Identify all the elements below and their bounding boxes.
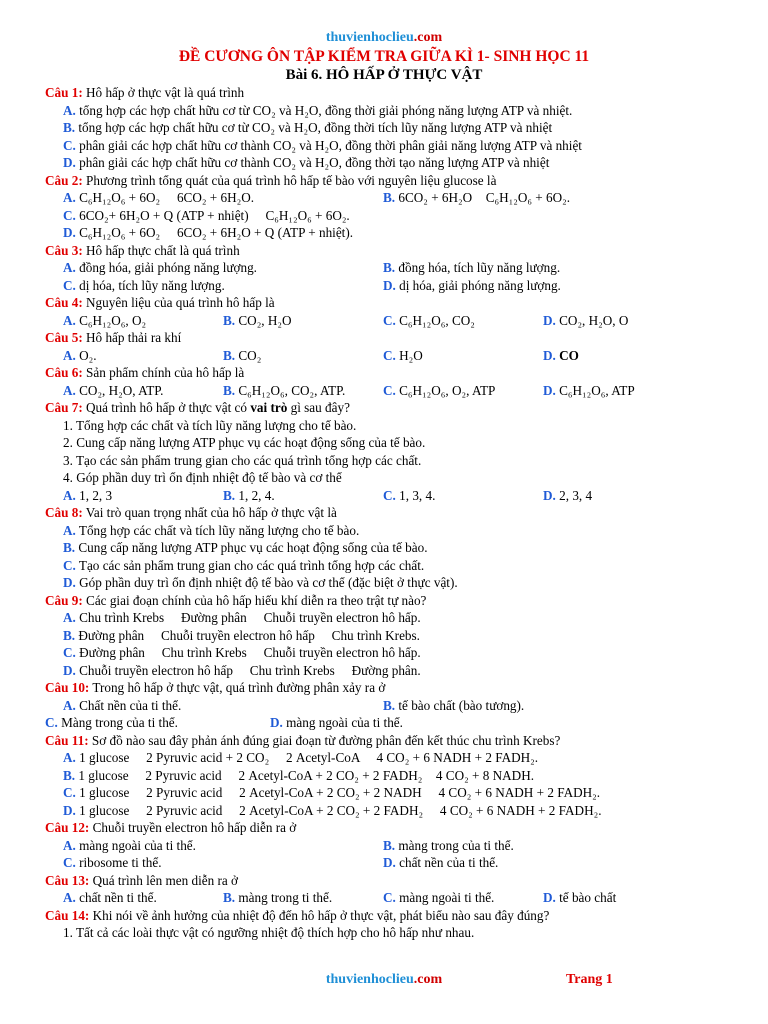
option-text: Đường phân 󰃮 Chu trình Krebs 󰃮 Chuỗi truyền electron hô hấp.	[79, 645, 421, 660]
option-a	[63, 347, 97, 365]
option-letter: C.	[383, 312, 396, 328]
question-3	[45, 242, 735, 260]
option-text: C₆H₁₂O₆, CO₂	[399, 312, 475, 328]
option-text: CO₂, H₂O, O	[559, 312, 629, 328]
option-text: tế bào chất	[559, 890, 617, 905]
option-letter: A.	[63, 312, 76, 328]
option-letter: B.	[383, 260, 396, 275]
question-text: Sơ đồ nào sau đây phản ánh đúng giai đoạn từ đường phân đến kết thúc chu trình Krebs?	[88, 732, 561, 748]
option-letter: D.	[543, 312, 556, 328]
option-text: C₆H₁₂O₆, O₂	[79, 312, 147, 328]
option-letter: B.	[63, 120, 76, 135]
option-text: C₆H₁₂O₆ + 6O₂ 󰃮 6CO₂ + 6H₂O.	[79, 190, 255, 205]
option-row	[45, 259, 735, 277]
option-text: đồng hóa, giải phóng năng lượng.	[79, 260, 257, 275]
option-text: 2, 3, 4	[559, 487, 593, 503]
option-a	[63, 697, 181, 715]
option-text: 1 glucose 󰃮 2 Pyruvic acid 󰃮 2 Acetyl-CoA + 2 CO₂ + 2 FADH₂ 󰃮 4 CO₂ + 6 NADH + 2 FADH₂.	[79, 802, 602, 818]
option-row	[45, 347, 735, 365]
option-letter: C.	[383, 347, 396, 363]
question-text: Hô hấp thực chất là quá trình	[82, 242, 240, 258]
option-b	[383, 189, 570, 207]
option-c	[45, 207, 735, 225]
option-text: Cung cấp năng lượng ATP phục vụ các hoạt động sống của tế bào.	[78, 540, 428, 555]
option-letter: D.	[383, 855, 396, 870]
question-8	[45, 504, 735, 522]
option-letter: A.	[63, 697, 76, 713]
option-text: màng trong của ti thể.	[398, 837, 514, 853]
page-footer	[0, 972, 768, 992]
option-row	[45, 487, 735, 505]
option-text: màng ngoài của ti thể.	[286, 715, 403, 730]
option-text: Màng trong của ti thể.	[61, 715, 178, 730]
question-12	[45, 819, 735, 837]
question-text: Vai trò quan trọng nhất của hô hấp ở thực vật là	[82, 505, 337, 520]
option-text: Tạo các sản phẩm trung gian cho các quá trình tổng hợp các chất.	[78, 557, 425, 573]
question-label: Câu 13:	[45, 872, 90, 888]
option-row	[45, 277, 735, 295]
option-d	[543, 382, 635, 400]
option-c	[383, 889, 494, 907]
option-letter: C.	[63, 645, 76, 660]
option-letter: B.	[383, 837, 396, 853]
option-text: CO₂	[238, 347, 262, 363]
site-name: thuvienhoclieu	[325, 30, 414, 45]
option-d	[543, 347, 579, 365]
option-d	[543, 889, 616, 907]
option-letter: A.	[63, 382, 76, 398]
option-text: C₆H₁₂O₆ + 6O₂ 󰃮 6CO₂ + 6H₂O + Q (ATP + nhiệt).	[79, 225, 354, 240]
question-label: Câu 12:	[45, 820, 90, 835]
option-b	[45, 627, 735, 645]
statement-1: 1. Tất cả các loài thực vật có ngưỡng nhiệt độ thích hợp cho hô hấp như nhau.	[63, 925, 475, 940]
page-number: Trang 1	[566, 972, 613, 987]
option-b	[383, 837, 514, 855]
option-letter: D.	[543, 487, 556, 503]
question-9	[45, 592, 735, 610]
option-text: 6CO₂ + 6H₂O 󰃮C₆H₁₂O₆ + 6O₂.	[398, 190, 571, 205]
option-letter: C.	[63, 557, 76, 573]
option-text: màng ngoài của ti thể.	[79, 837, 196, 853]
option-c	[45, 137, 735, 155]
option-letter: C.	[383, 890, 396, 905]
option-a	[63, 259, 257, 277]
question-text: Quá trình hô hấp ở thực vật có	[82, 400, 251, 415]
option-text: Chuỗi truyền electron hô hấp 󰃮 Chu trình Krebs 󰃮 Đường phân.	[79, 662, 421, 678]
option-text: ribosome ti thể.	[79, 855, 162, 870]
option-c	[383, 312, 475, 330]
option-text: chất nền của ti thể.	[399, 855, 499, 870]
option-b	[45, 119, 735, 137]
option-c	[45, 557, 735, 575]
option-a	[63, 837, 196, 855]
footer-site-tld: .com	[413, 972, 443, 987]
question-text: gì sau đây?	[287, 400, 350, 415]
option-letter: C.	[63, 207, 76, 223]
option-c	[45, 644, 735, 662]
question-10	[45, 679, 735, 697]
option-text: phân giải các hợp chất hữu cơ thành CO₂ và H₂O, đồng thời phân giải năng lượng ATP và nhiệt	[79, 137, 582, 153]
question-label: Câu 4:	[45, 295, 83, 310]
question-label: Câu 1:	[45, 85, 83, 100]
option-text: 1 glucose 󰃮 2 Pyruvic acid + 2 CO₂ 󰃮 2 Acetyl-CoA 󰃮 4 CO₂ + 6 NADH + 2 FADH₂.	[79, 750, 539, 765]
option-text: dị hóa, giải phóng năng lượng.	[399, 277, 561, 293]
option-b	[45, 539, 735, 557]
option-d	[543, 312, 628, 330]
option-text: Chu trình Krebs 󰃮 Đường phân 󰃮 Chuỗi truyền electron hô hấp.	[79, 610, 421, 625]
option-d	[45, 574, 735, 592]
option-d	[383, 854, 498, 872]
option-letter: B.	[63, 767, 76, 783]
option-d	[45, 802, 735, 820]
question-11	[45, 732, 735, 750]
question-label: Câu 3:	[45, 242, 83, 258]
option-a	[63, 487, 112, 505]
option-b	[383, 697, 524, 715]
option-a	[63, 189, 254, 207]
question-text: Trong hô hấp ở thực vật, quá trình đường phân xảy ra ở	[89, 680, 386, 695]
question-label: Câu 11:	[45, 732, 89, 748]
option-text: CO	[559, 347, 579, 363]
option-letter: D.	[543, 382, 556, 398]
option-row	[45, 889, 735, 907]
question-list	[45, 84, 735, 942]
question-text: Quá trình lên men diễn ra ở	[89, 872, 239, 888]
statement-1: 1. Tổng hợp các chất và tích lũy năng lượng cho tế bào.	[63, 417, 357, 433]
question-text: Phương trình tổng quát của quá trình hô hấp tế bào với nguyên liệu glucose là	[82, 172, 497, 188]
option-letter: C.	[63, 785, 76, 800]
question-text: Hô hấp ở thực vật là quá trình	[82, 85, 245, 100]
option-letter: A.	[63, 890, 76, 905]
question-label: Câu 8:	[45, 505, 83, 520]
question-label: Câu 9:	[45, 592, 83, 608]
option-text: 1, 2, 4.	[238, 487, 275, 503]
option-a	[45, 749, 735, 767]
option-letter: D.	[543, 347, 556, 363]
question-text: Khi nói về ảnh hưởng của nhiệt độ đến hô hấp ở thực vật, phát biểu nào sau đây đúng?	[89, 907, 550, 923]
option-d	[383, 277, 561, 295]
option-text: tổng hợp các hợp chất hữu cơ từ CO₂ và H₂O, đồng thời giải phóng năng lượng ATP và nhiệt.	[79, 102, 573, 118]
option-letter: A.	[63, 102, 76, 118]
option-letter: A.	[63, 610, 76, 625]
option-letter: A.	[63, 347, 76, 363]
question-text: Sản phẩm chính của hô hấp là	[82, 365, 245, 380]
option-letter: A.	[63, 750, 76, 765]
option-letter: D.	[63, 155, 76, 170]
option-d	[45, 154, 735, 172]
footer-site-name: thuvienhoclieu	[325, 972, 414, 987]
option-text: tế bào chất (bào tương).	[398, 697, 525, 713]
option-letter: C.	[63, 277, 76, 293]
option-text: 1 glucose 󰃮 2 Pyruvic acid 󰃮 2 Acetyl-CoA + 2 CO₂ + 2 NADH 󰃮 4 CO₂ + 6 NADH + 2 FADH₂.	[79, 785, 601, 800]
question-text: Chuỗi truyền electron hô hấp diễn ra ở	[89, 820, 297, 835]
option-c	[63, 277, 225, 295]
option-text: đồng hóa, tích lũy năng lượng.	[398, 260, 561, 275]
option-text: C₆H₁₂O₆, O₂, ATP	[399, 382, 496, 398]
option-text: chất nền ti thể.	[79, 890, 157, 905]
option-letter: D.	[383, 277, 396, 293]
option-letter: C.	[383, 382, 396, 398]
question-text: Hô hấp thải ra khí	[82, 330, 182, 345]
option-b	[45, 767, 735, 785]
option-text: C₆H₁₂O₆, ATP	[559, 382, 635, 398]
option-a	[63, 889, 157, 907]
option-letter: A.	[63, 522, 76, 538]
question-2	[45, 172, 735, 190]
question-label: Câu 2:	[45, 172, 83, 188]
option-row	[45, 837, 735, 855]
site-tld: .com	[413, 30, 443, 45]
question-label: Câu 7:	[45, 400, 83, 415]
option-row	[45, 714, 735, 732]
option-text: C₆H₁₂O₆, CO₂, ATP.	[238, 382, 346, 398]
option-letter: B.	[223, 487, 236, 503]
option-text: CO₂, H₂O, ATP.	[79, 382, 164, 398]
option-d	[45, 224, 735, 242]
statement-4: 4. Góp phần duy trì ổn định nhiệt độ tế bào và cơ thể	[63, 470, 342, 485]
option-text: H₂O	[399, 347, 423, 363]
option-letter: B.	[223, 347, 236, 363]
option-text: 1, 2, 3	[79, 487, 113, 503]
option-letter: B.	[223, 382, 236, 398]
option-letter: C.	[383, 487, 396, 503]
statement-2: 2. Cung cấp năng lượng ATP phục vụ các hoạt động sống của tế bào.	[63, 435, 426, 450]
option-letter: A.	[63, 260, 76, 275]
footer-site[interactable]	[0, 972, 768, 988]
option-letter: A.	[63, 190, 76, 205]
option-text: Góp phần duy trì ổn định nhiệt độ tế bào và cơ thể (đặc biệt ở thực vật).	[79, 575, 458, 590]
option-d	[45, 662, 735, 680]
option-row	[45, 312, 735, 330]
option-c	[45, 784, 735, 802]
option-d	[270, 714, 403, 732]
question-text: Nguyên liệu của quá trình hô hấp là	[82, 295, 275, 310]
question-7	[45, 399, 735, 417]
option-a	[45, 609, 735, 627]
option-letter: B.	[223, 312, 236, 328]
option-row	[45, 382, 735, 400]
option-b	[383, 259, 560, 277]
site-header	[0, 30, 768, 46]
question-label: Câu 14:	[45, 907, 90, 923]
option-letter: D.	[63, 225, 76, 240]
option-text: Đường phân 󰃮 Chuỗi truyền electron hô hấp 󰃮 Chu trình Krebs.	[78, 627, 420, 643]
option-c	[383, 382, 495, 400]
statement-3: 3. Tạo các sản phẩm trung gian cho các quá trình tổng hợp các chất.	[63, 452, 422, 468]
option-letter: D.	[63, 662, 76, 678]
question-text: Các giai đoạn chính của hô hấp hiếu khí diễn ra theo trật tự nào?	[82, 592, 427, 608]
option-letter: C.	[45, 715, 58, 730]
option-text: 1, 3, 4.	[399, 487, 436, 503]
option-row	[45, 697, 735, 715]
option-letter: C.	[63, 855, 76, 870]
option-letter: B.	[383, 190, 396, 205]
question-1	[45, 84, 735, 102]
question-14	[45, 907, 735, 925]
option-text: màng ngoài ti thể.	[399, 890, 495, 905]
option-letter: B.	[383, 697, 396, 713]
question-label: Câu 5:	[45, 330, 83, 345]
option-text: màng trong ti thể.	[238, 890, 333, 905]
option-b	[223, 889, 332, 907]
option-row	[45, 854, 735, 872]
document-title: ĐỀ CƯƠNG ÔN TẬP KIỂM TRA GIỮA KÌ 1- SINH HỌC 11	[178, 48, 590, 65]
option-letter: A.	[63, 487, 76, 503]
option-text: tổng hợp các hợp chất hữu cơ từ CO₂ và H₂O, đồng thời tích lũy năng lượng ATP và nhiệt	[78, 120, 553, 135]
option-c	[383, 347, 423, 365]
option-text: O₂.	[79, 347, 97, 363]
question-5	[45, 329, 735, 347]
option-letter: D.	[63, 575, 76, 590]
option-letter: B.	[63, 540, 76, 555]
option-a	[45, 522, 735, 540]
option-c	[63, 854, 162, 872]
option-a	[63, 312, 146, 330]
option-b	[223, 382, 345, 400]
option-text: CO₂, H₂O	[238, 312, 292, 328]
option-text: 6CO₂+ 6H₂O + Q (ATP + nhiệt) 󰃮 C₆H₁₂O₆ + 6O₂.	[79, 207, 350, 223]
question-emphasis: vai trò	[250, 400, 288, 415]
option-letter: B.	[223, 890, 236, 905]
question-4	[45, 294, 735, 312]
option-letter: C.	[63, 137, 76, 153]
lesson-title: Bài 6. HÔ HẤP Ở THỰC VẬT	[285, 67, 483, 83]
option-letter: D.	[543, 890, 556, 905]
question-6	[45, 364, 735, 382]
option-b	[223, 312, 292, 330]
option-text: 1 glucose 󰃮 2 Pyruvic acid 󰃮 2 Acetyl-CoA + 2 CO₂ + 2 FADH₂󰃮 4 CO₂ + 8 NADH.	[78, 767, 535, 783]
option-row	[45, 189, 735, 207]
option-letter: B.	[63, 627, 76, 643]
option-letter: A.	[63, 837, 76, 853]
option-letter: D.	[63, 802, 76, 818]
option-a	[45, 102, 735, 120]
option-text: dị hóa, tích lũy năng lượng.	[79, 277, 225, 293]
option-a	[63, 382, 163, 400]
option-c	[45, 714, 178, 732]
question-13	[45, 872, 735, 890]
option-b	[223, 347, 261, 365]
option-b	[223, 487, 275, 505]
option-text: Chất nền của ti thể.	[79, 697, 182, 713]
option-c	[383, 487, 435, 505]
question-label: Câu 6:	[45, 365, 83, 380]
option-letter: D.	[270, 715, 283, 730]
option-text: phân giải các hợp chất hữu cơ thành CO₂ và H₂O, đồng thời tạo năng lượng ATP và nhiệt	[79, 155, 550, 170]
question-label: Câu 10:	[45, 680, 90, 695]
option-text: Tổng hợp các chất và tích lũy năng lượng cho tế bào.	[78, 522, 360, 538]
option-d	[543, 487, 592, 505]
